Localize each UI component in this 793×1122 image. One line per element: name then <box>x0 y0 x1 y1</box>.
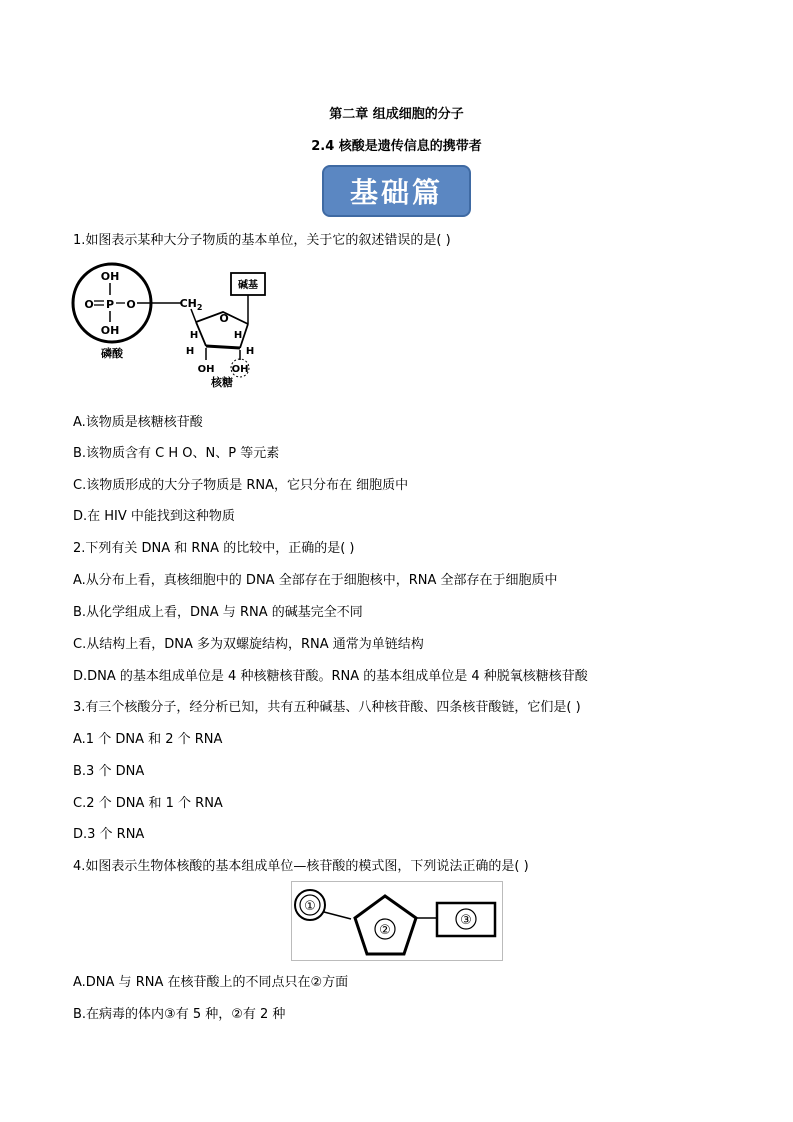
q1-nucleotide-figure <box>70 262 280 392</box>
q3-stem: 3.有三个核酸分子，经分析已知，共有五种碱基、八种核苷酸、四条核苷酸链，它们是( ) <box>73 700 581 715</box>
h-left-label: H <box>189 330 199 341</box>
ch2-label: $CH_2$ <box>179 297 203 312</box>
basics-badge: 基础篇 <box>322 165 471 217</box>
label-2: ② <box>379 923 391 938</box>
ring-o-label: O <box>219 312 229 325</box>
o-right-label: O <box>126 298 136 311</box>
q1-option-c: C.该物质形成的大分子物质是 RNA，它只分布在 细胞质中 <box>73 478 409 493</box>
chapter-title: 第二章 组成细胞的分子 <box>329 107 464 122</box>
o-left-label: O <box>84 298 94 311</box>
h-right-label: H <box>233 330 243 341</box>
q1-option-b: B.该物质含有 C H O、N、P 等元素 <box>73 446 280 461</box>
h-bottom-left-label: H <box>185 346 195 357</box>
oh-c2-label: OH <box>231 364 249 375</box>
q1-stem: 1.如图表示某种大分子物质的基本单位，关于它的叙述错误的是( ) <box>73 233 451 248</box>
base-label: 碱基 <box>238 280 258 291</box>
q3-option-b: B.3 个 DNA <box>73 764 145 779</box>
label-3: ③ <box>460 913 472 928</box>
q4-nucleotide-model-figure <box>291 881 503 961</box>
q2-option-b: B.从化学组成上看，DNA 与 RNA 的碱基完全不同 <box>73 605 363 620</box>
q2-stem: 2.下列有关 DNA 和 RNA 的比较中，正确的是( ) <box>73 541 355 556</box>
ribose-label: 核糖 <box>211 376 233 389</box>
q3-option-d: D.3 个 RNA <box>73 827 145 842</box>
oh-c3-label: OH <box>197 364 215 375</box>
phosphate-label: 磷酸 <box>101 347 123 360</box>
oh-bottom-label: OH <box>100 324 120 337</box>
q3-option-c: C.2 个 DNA 和 1 个 RNA <box>73 796 223 811</box>
p-atom-label: P <box>105 298 115 311</box>
h-bottom-right-label: H <box>245 346 255 357</box>
section-title: 2.4 核酸是遗传信息的携带者 <box>311 139 482 154</box>
oh-top-label: OH <box>100 270 120 283</box>
q2-option-c: C.从结构上看，DNA 多为双螺旋结构，RNA 通常为单链结构 <box>73 637 424 652</box>
q4-stem: 4.如图表示生物体核酸的基本组成单位—核苷酸的模式图，下列说法正确的是( ) <box>73 859 529 874</box>
label-1: ① <box>304 899 316 914</box>
q4-option-b: B.在病毒的体内③有 5 种，②有 2 种 <box>73 1007 286 1022</box>
q3-option-a: A.1 个 DNA 和 2 个 RNA <box>73 732 223 747</box>
q1-option-a: A.该物质是核糖核苷酸 <box>73 415 203 430</box>
q1-option-d: D.在 HIV 中能找到这种物质 <box>73 509 235 524</box>
q2-option-a: A.从分布上看，真核细胞中的 DNA 全部存在于细胞核中，RNA 全部存在于细胞质中 <box>73 573 558 588</box>
q2-option-d: D.DNA 的基本组成单位是 4 种核糖核苷酸。RNA 的基本组成单位是 4 种脱氧核糖核苷酸 <box>73 669 588 684</box>
q4-option-a: A.DNA 与 RNA 在核苷酸上的不同点只在②方面 <box>73 975 349 990</box>
